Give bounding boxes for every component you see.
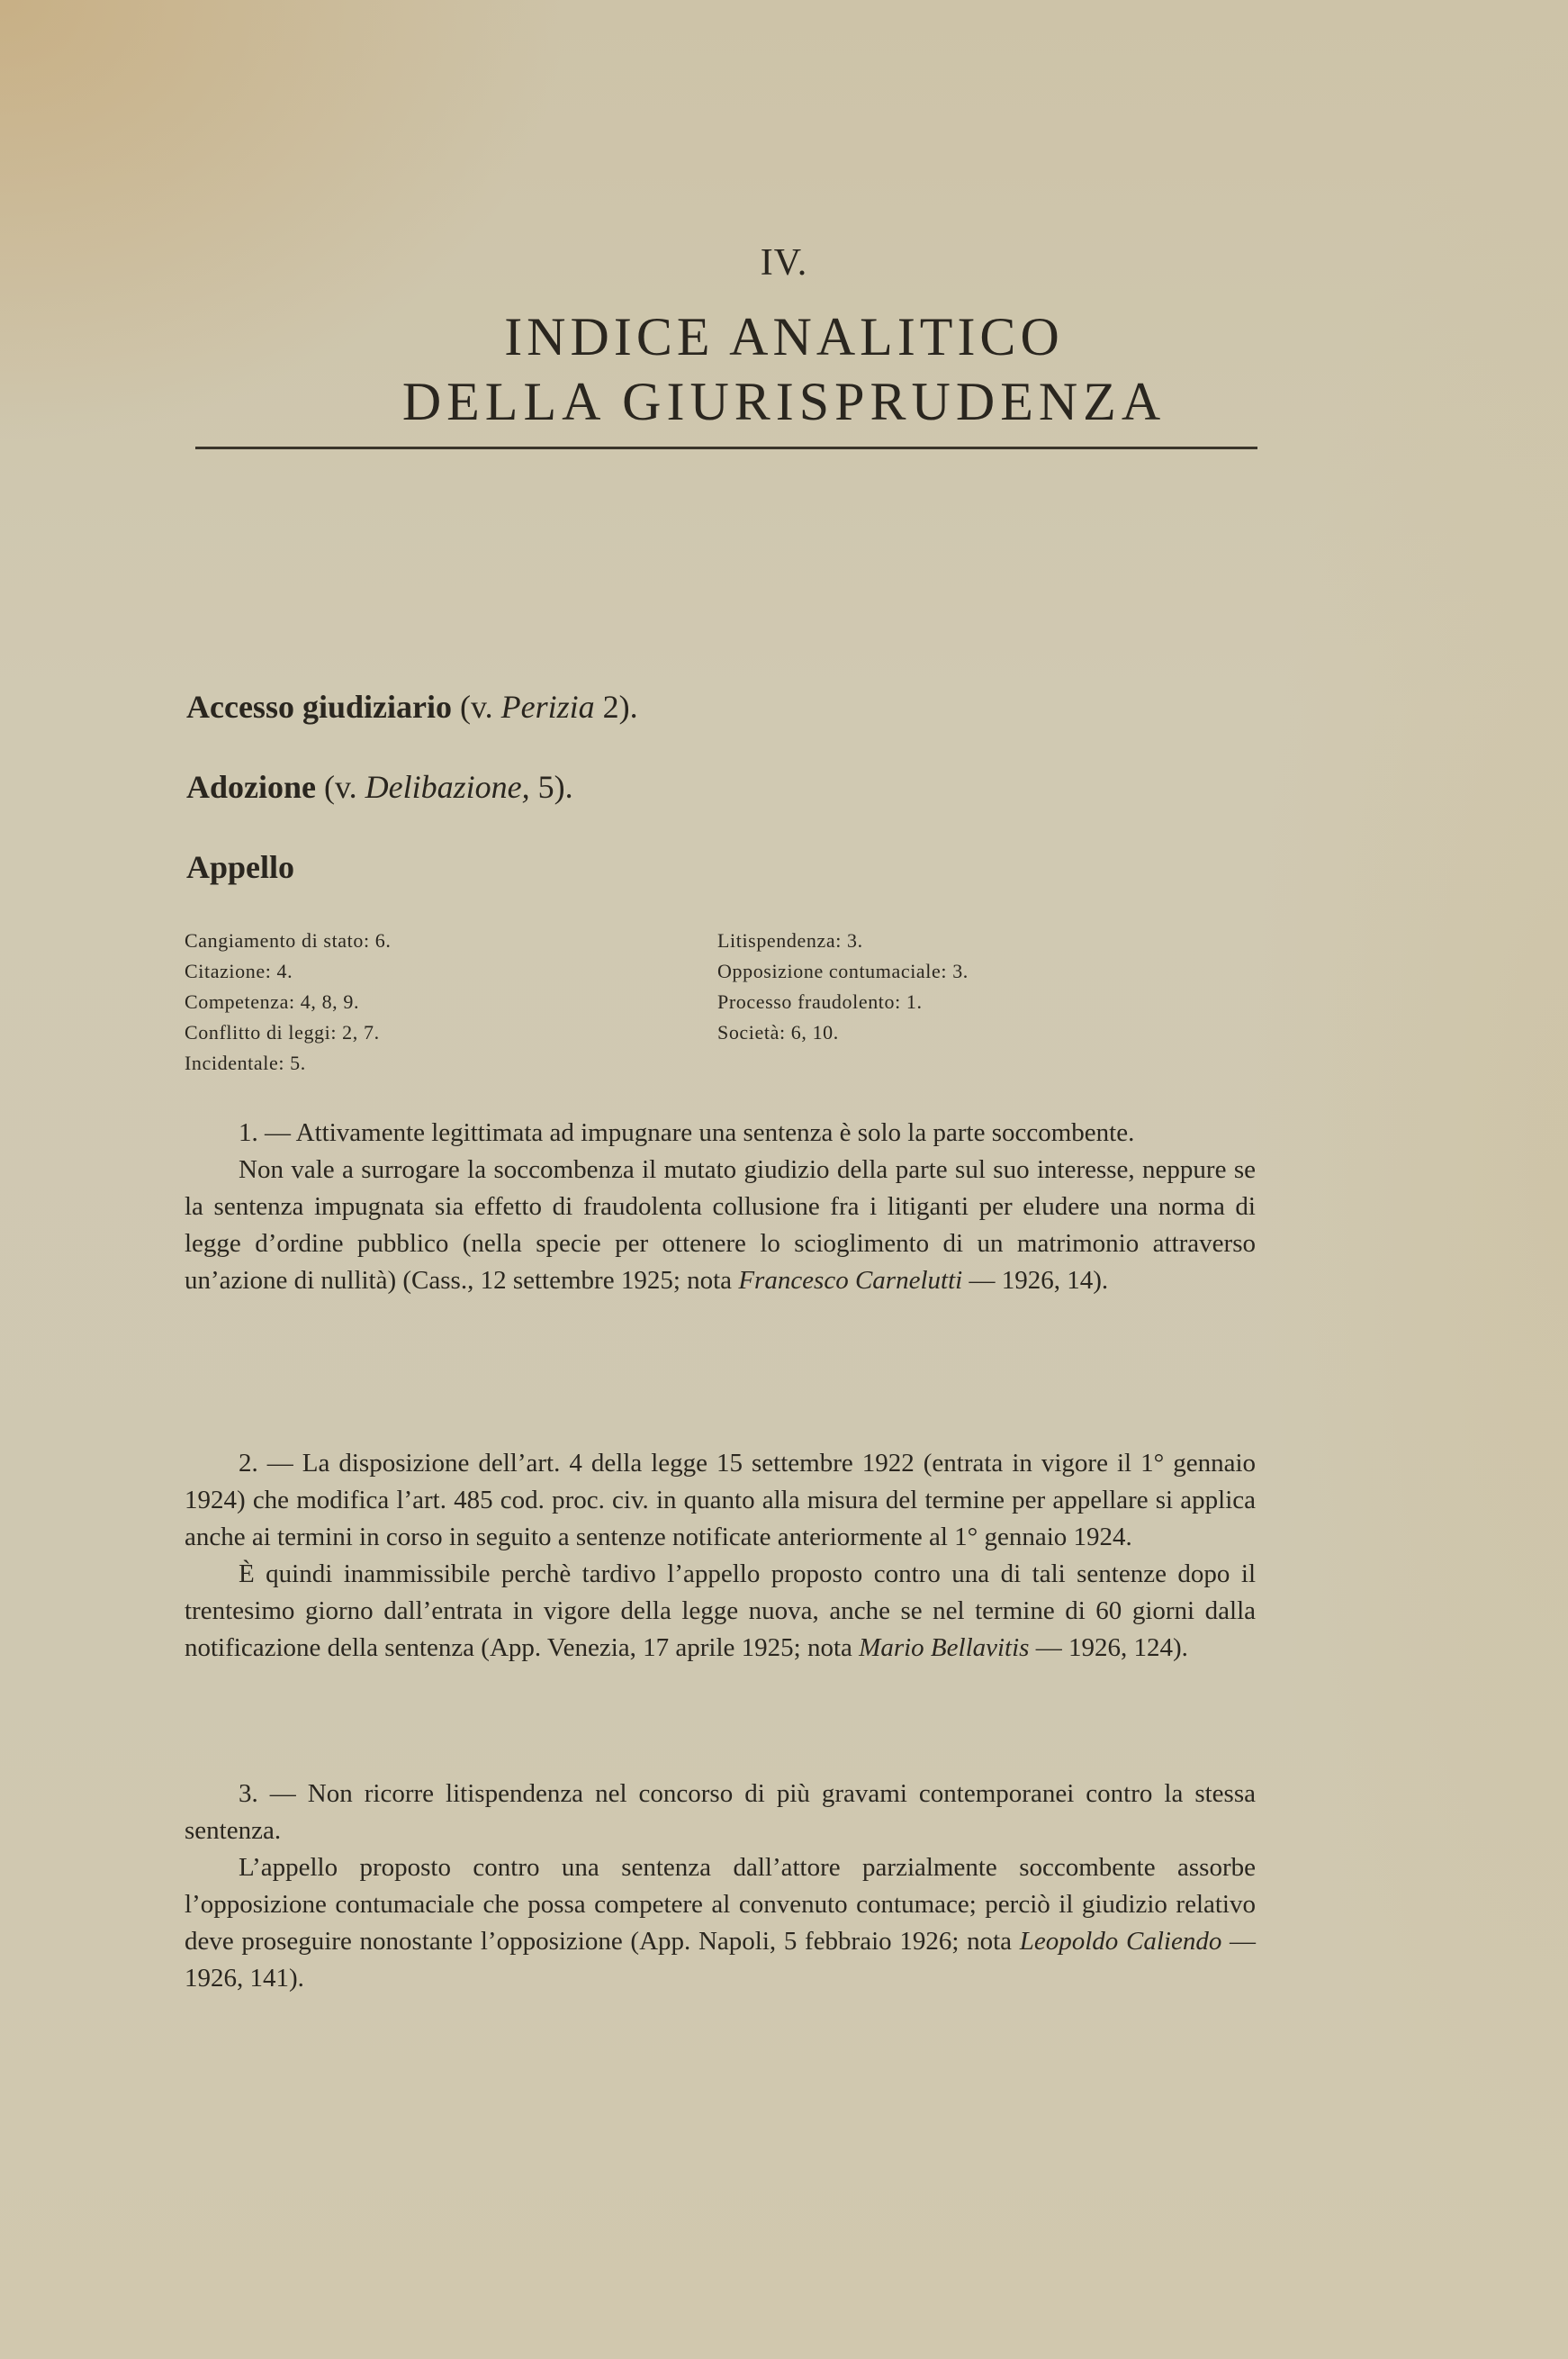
title-rule-divider [195, 447, 1257, 449]
entry-ref-suffix: 5). [537, 769, 573, 805]
case-note-paragraph: È quindi inammissibile perchè tardivo l’appello proposto contro una di tali sentenze dopo il trentesimo giorno dall’entrata in vigore della legge nuova, anche se nel termine di 60 giorni dalla notificazione della sentenza (App. Venezia, 17 aprile 1925; nota Mario Bellavitis — 1926, 124). [185, 1559, 1256, 1662]
subindex-item: Processo fraudolento: 1. [717, 990, 923, 1013]
page-title [0, 304, 1568, 434]
case-note-paragraph: 2. — La disposizione dell’art. 4 della legge 15 settembre 1922 (entrata in vigore il 1° gennaio 1924) che modifica l’art. 485 cod. proc. civ. in quanto alla misura del termine per appellare si applica anche ai termini in corso in seguito a sentenze notificate anteriormente al 1° gennaio 1924. [185, 1449, 1256, 1551]
annotator-name: Leopoldo Caliendo [1019, 1927, 1222, 1956]
index-entry-accesso [186, 687, 638, 727]
subindex-item: Società: 6, 10. [717, 1021, 839, 1044]
case-note-paragraph: 1. — Attivamente legittimata ad impugnare una sentenza è solo la parte soccombente. [239, 1118, 1135, 1147]
subindex-item: Conflitto di leggi: 2, 7. [185, 1021, 380, 1044]
index-entry-adozione [186, 767, 573, 807]
section-number: IV. [760, 242, 808, 284]
case-note-paragraph: Non vale a surrogare la soccombenza il mutato giudizio della parte sul suo interesse, neppure se la sentenza impugnata sia effetto di fraudolenta collusione fra i litiganti per eludere una norma di legge d’ordine pubblico (nella specie per ottenere lo scioglimento di un matrimonio attraverso un’azione di nullità) (Cass., 12 settembre 1925; nota Francesco Carnelutti — 1926, 14). [185, 1155, 1256, 1295]
subindex-column-right [717, 926, 1250, 1079]
entry-ref-target: Perizia [500, 689, 595, 725]
subindex-item: Opposizione contumaciale: 3. [717, 960, 969, 982]
page-title-line2: DELLA GIURISPRUDENZA [401, 372, 1167, 431]
subindex-column-left [185, 926, 717, 1079]
subindex-item: Litispendenza: 3. [717, 929, 863, 952]
case-note-3 [185, 1776, 1256, 1997]
subindex-item: Cangiamento di stato: 6. [185, 929, 392, 952]
case-note-paragraph: L’appello proposto contro una sentenza dall’attore parzialmente soccombente assorbe l’opposizione contumaciale che possa competere al convenuto contumace; perciò il giudizio relativo deve proseguire nonostante l’opposizione (App. Napoli, 5 febbraio 1926; nota Leopoldo Caliendo — 1926, 141). [185, 1853, 1257, 1993]
appello-subindex [185, 926, 1256, 1079]
page-title-line1: INDICE ANALITICO [504, 307, 1064, 366]
section-heading: Appello [186, 849, 295, 885]
entry-ref-suffix: 2). [602, 689, 638, 725]
case-note-2 [185, 1445, 1256, 1667]
entry-term: Adozione [186, 769, 316, 805]
index-entry-appello-heading [186, 847, 294, 887]
annotator-name: Mario Bellavitis [859, 1633, 1030, 1662]
entry-ref-prefix: (v. [324, 769, 357, 805]
case-note-1 [185, 1115, 1256, 1299]
subindex-item: Competenza: 4, 8, 9. [185, 990, 360, 1013]
subindex-item: Citazione: 4. [185, 960, 293, 982]
subindex-item: Incidentale: 5. [185, 1052, 306, 1074]
entry-ref-prefix: (v. [459, 689, 493, 725]
annotator-name: Francesco Carnelutti [738, 1266, 963, 1295]
case-note-paragraph: 3. — Non ricorre litispendenza nel concorso di più gravami contemporanei contro la stessa sentenza. [185, 1779, 1256, 1845]
entry-term: Accesso giudiziario [186, 689, 452, 725]
entry-ref-target: Delibazione, [365, 769, 530, 805]
